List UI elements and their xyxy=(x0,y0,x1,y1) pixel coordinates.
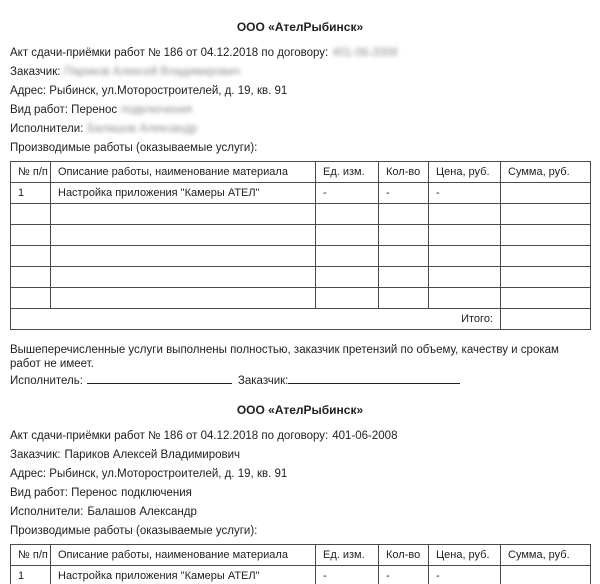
act-number-prefix: Акт сдачи-приёмки работ № 186 от 04.12.2018 по договору: xyxy=(10,430,329,442)
works-table-1 xyxy=(10,161,591,330)
works-table-2 xyxy=(10,544,591,584)
table-row xyxy=(11,566,591,584)
table-row-empty xyxy=(11,267,591,288)
act-copy-1 xyxy=(10,20,590,391)
address-line: Адрес: Рыбинск, ул.Моторостроителей, д. 19, кв. 91 xyxy=(10,468,288,480)
col-header-qty: Кол-во xyxy=(379,162,429,183)
act-copy-2 xyxy=(10,403,590,584)
customer-line xyxy=(10,446,590,465)
executors-line xyxy=(10,503,590,522)
cell-qty: - xyxy=(379,183,429,204)
cell-price: - xyxy=(429,183,501,204)
customer-label: Заказчик: xyxy=(10,449,61,461)
col-header-desc: Описание работы, наименование материала xyxy=(51,162,316,183)
work-type-line xyxy=(10,101,590,120)
executor-sign-label: Исполнитель: xyxy=(10,375,83,387)
work-type-prefix: Вид работ: Перенос xyxy=(10,104,118,116)
act-number-prefix: Акт сдачи-приёмки работ № 186 от 04.12.2018 по договору: xyxy=(10,47,329,59)
cell-sum xyxy=(501,566,591,584)
customer-label: Заказчик: xyxy=(10,66,61,78)
cell-unit: - xyxy=(316,566,379,584)
completion-note: Вышеперечисленные услуги выполнены полностью, заказчик претензий по объему, качеству и срокам работ не имеет. xyxy=(10,344,559,370)
cell-desc: Настройка приложения "Камеры АТЕЛ" xyxy=(51,566,316,584)
cell-num: 1 xyxy=(11,183,51,204)
contract-number-redacted: 401-06-2008 xyxy=(332,47,398,59)
table-row-empty xyxy=(11,204,591,225)
cell-qty: - xyxy=(379,566,429,584)
works-heading: Производимые работы (оказываемые услуги): xyxy=(10,142,258,154)
cell-unit: - xyxy=(316,183,379,204)
act-number-line xyxy=(10,44,590,63)
address-line: Адрес: Рыбинск, ул.Моторостроителей, д. 19, кв. 91 xyxy=(10,85,288,97)
customer-name: Париков Алексей Владимирович xyxy=(64,449,241,461)
table-row-empty xyxy=(11,288,591,309)
table-header-row xyxy=(11,545,591,566)
col-header-num: № п/п xyxy=(11,545,51,566)
table-row xyxy=(11,183,591,204)
company-title: ООО «АтелРыбинск» xyxy=(236,403,364,417)
total-value xyxy=(501,309,591,330)
executors-label: Исполнители: xyxy=(10,123,84,135)
col-header-sum: Сумма, руб. xyxy=(501,545,591,566)
col-header-price: Цена, руб. xyxy=(429,162,501,183)
customer-sign-label: Заказчик: xyxy=(237,375,289,387)
customer-signature-blank xyxy=(288,372,460,384)
cell-num: 1 xyxy=(11,566,51,584)
col-header-unit: Ед. изм. xyxy=(316,162,379,183)
executors-name-redacted: Балашов Александр xyxy=(87,123,197,135)
customer-line xyxy=(10,63,590,82)
act-number-line xyxy=(10,427,590,446)
company-title: ООО «АтелРыбинск» xyxy=(236,20,364,34)
executor-signature-blank xyxy=(87,372,232,384)
work-type-redacted: подключения xyxy=(121,104,192,116)
work-type-line xyxy=(10,484,590,503)
cell-desc: Настройка приложения "Камеры АТЕЛ" xyxy=(51,183,316,204)
table-row-empty xyxy=(11,225,591,246)
executors-name: Балашов Александр xyxy=(87,506,197,518)
total-label: Итого: xyxy=(11,309,501,330)
col-header-price: Цена, руб. xyxy=(429,545,501,566)
table-total-row xyxy=(11,309,591,330)
work-type-value: подключения xyxy=(121,487,192,499)
works-heading: Производимые работы (оказываемые услуги): xyxy=(10,525,258,537)
table-row-empty xyxy=(11,246,591,267)
work-type-prefix: Вид работ: Перенос xyxy=(10,487,118,499)
signature-line xyxy=(10,371,590,391)
contract-number: 401-06-2008 xyxy=(332,430,398,442)
cell-price: - xyxy=(429,566,501,584)
executors-label: Исполнители: xyxy=(10,506,84,518)
executors-line xyxy=(10,120,590,139)
col-header-sum: Сумма, руб. xyxy=(501,162,591,183)
table-header-row xyxy=(11,162,591,183)
customer-name-redacted: Париков Алексей Владимирович xyxy=(64,66,241,78)
cell-sum xyxy=(501,183,591,204)
col-header-unit: Ед. изм. xyxy=(316,545,379,566)
col-header-qty: Кол-во xyxy=(379,545,429,566)
col-header-desc: Описание работы, наименование материала xyxy=(51,545,316,566)
col-header-num: № п/п xyxy=(11,162,51,183)
